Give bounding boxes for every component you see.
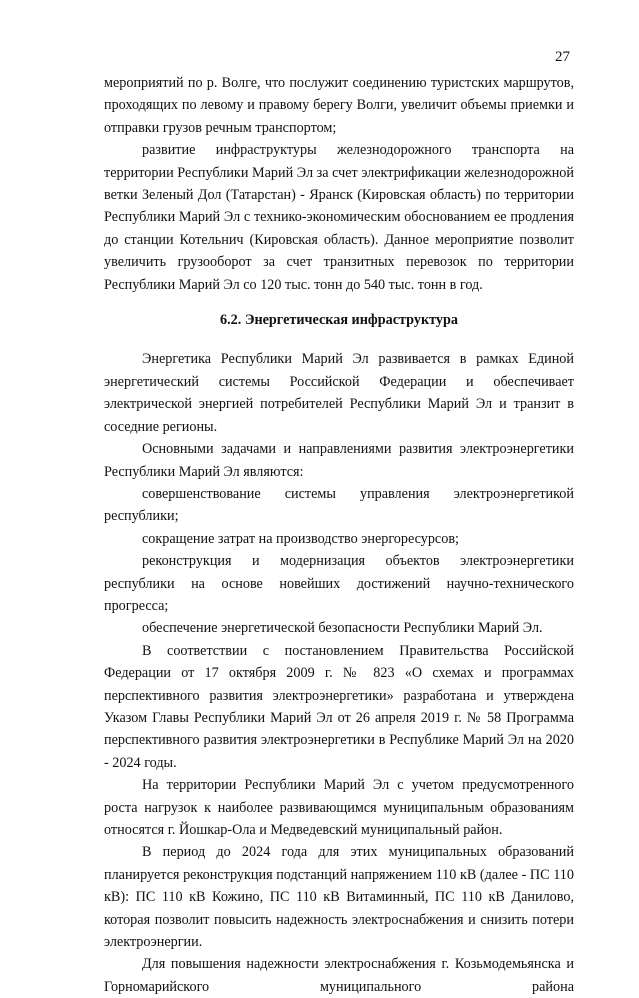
paragraph-main-tasks: Основными задачами и направлениями развития электроэнергетики Республики Марий Эл являются: — [104, 441, 574, 480]
paragraph-substation-reconstruction: В период до 2024 года для этих муниципальных образований планируется реконструкция подстанций напряжением 110 кВ (далее - ПС 110 кВ): ПС 110 кВ Кожино, ПС 110 кВ Витаминный, ПС 110 кВ Данилово, которая позволит повысить надежность электроснабжения и снизить потери электроэнергии. — [104, 844, 574, 951]
list-item-cost-reduction: сокращение затрат на производство энергоресурсов; — [142, 530, 459, 547]
paragraph-government-decree: В соответствии с постановлением Правительства Российской Федерации от 17 октября 2009 г. № 823 «О схемах и программах перспективного развития электроэнергетики» разработана и утверждена Указом Главы Республики Марий Эл от 26 апреля 2019 г. № 58 Программа перспективного развития электроэнергетики в Республике Марий Эл на 2020 - 2024 годы. — [104, 642, 574, 771]
section-heading: 6.2. Энергетическая инфраструктура — [220, 312, 458, 329]
list-item-security: обеспечение энергетической безопасности Республики Марий Эл. — [142, 620, 543, 637]
paragraph-railway-development: развитие инфраструктуры железнодорожного транспорта на территории Республики Марий Эл за счет электрификации железнодорожной ветки Зеленый Дол (Татарстан) - Яранск (Кировская область) по территории Республики Марий Эл с технико-экономическим обоснованием ее продления до станции Котельнич (Кировская область). Данное мероприятие позволит увеличить грузооборот за счет транзитных перевозок по территории Республики Марий Эл со 120 тыс. тонн до 540 тыс. тонн в год. — [104, 142, 574, 293]
paragraph-kozmodemyansk: Для повышения надежности электроснабжения г. Козьмодемьянска и Горномарийского муниципального района — [104, 956, 574, 995]
list-item-management: совершенствование системы управления электроэнергетикой республики; — [104, 485, 574, 525]
page-number: 27 — [555, 49, 570, 65]
document-body — [104, 72, 574, 998]
paragraph-energy-system: Энергетика Республики Марий Эл развивается в рамках Единой энергетический системы Российской Федерации и обеспечивает электрической энергией потребителей Республики Марий Эл и транзит в соседние регионы. — [104, 351, 574, 435]
paragraph-load-growth: На территории Республики Марий Эл с учетом предусмотренного роста нагрузок к наиболее развивающимся муниципальным образованиям относятся г. Йошкар-Ола и Медведевский муниципальный район. — [104, 777, 574, 838]
list-item-modernization: реконструкция и модернизация объектов электроэнергетики республики на основе новейших достижений научно-технического прогресса; — [104, 553, 574, 614]
paragraph-volga-routes: мероприятий по р. Волге, что послужит соединению туристских маршрутов, проходящих по левому и правому берегу Волги, увеличит объемы приемки и отправки грузов речным транспортом; — [104, 75, 574, 136]
